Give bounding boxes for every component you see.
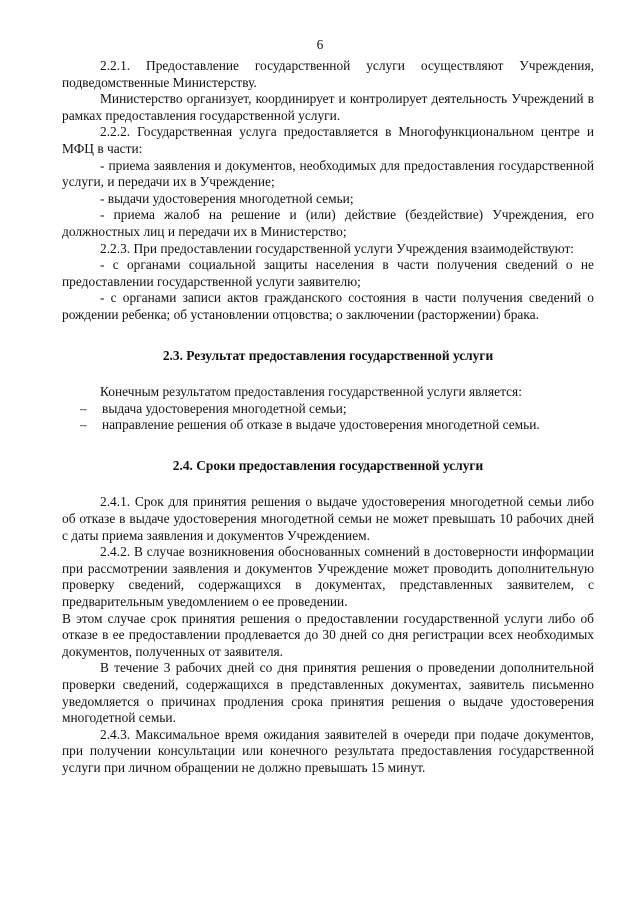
paragraph-2-2-1: 2.2.1. Предоставление государственной услуги осуществляют Учреждения, подведомственные Министерству. bbox=[62, 58, 594, 90]
paragraph-2-2-2: 2.2.2. Государственная услуга предоставляется в Многофункциональном центре и МФЦ в части: bbox=[62, 124, 594, 156]
paragraph-mfc-item-2: - выдачи удостоверения многодетной семьи; bbox=[100, 190, 354, 206]
list-item-text: выдача удостоверения многодетной семьи; bbox=[102, 400, 347, 416]
paragraph-extension: В этом случае срок принятия решения о предоставлении государственной услуги либо об отказе в ее предоставлении продлевается до 30 дней со дня регистрации всех необходимых документов, полученных от заявителя. bbox=[62, 610, 594, 659]
list-item bbox=[62, 417, 594, 434]
paragraph-2-2-3: 2.2.3. При предоставлении государственной услуги Учреждения взаимодействуют: bbox=[100, 240, 575, 256]
section-heading-2-3: 2.3. Результат предоставления государственной услуги bbox=[162, 347, 494, 363]
result-list bbox=[62, 401, 594, 434]
paragraph-2-4-2: 2.4.2. В случае возникновения обоснованных сомнений в достоверности информации при рассмотрении заявления и документов Учреждение может проводить дополнительную проверку сведений, содержащихся в документах, представленных заявителем, с предварительным уведомлением о ее проведении. bbox=[62, 544, 594, 610]
page-number: 6 bbox=[316, 37, 324, 52]
bullet-dash: – bbox=[80, 417, 87, 433]
bullet-dash: – bbox=[80, 400, 87, 416]
document-body bbox=[62, 58, 594, 777]
paragraph-interaction-item-2: - с органами записи актов гражданского состояния в части получения сведений о рождении ребенка; об установлении отцовства; о заключении (расторжении) брака. bbox=[62, 290, 594, 322]
section-heading-2-4: 2.4. Сроки предоставления государственной услуги bbox=[172, 457, 484, 473]
paragraph-2-4-3: 2.4.3. Максимальное время ожидания заявителей в очереди при подаче документов, при получении консультации или конечного результата предоставления государственной услуги при личном обращении не должно превышать 15 минут. bbox=[62, 726, 594, 775]
list-item-text: направление решения об отказе в выдаче удостоверения многодетной семьи. bbox=[102, 417, 540, 433]
paragraph-2-4-1: 2.4.1. Срок для принятия решения о выдаче удостоверения многодетной семьи либо об отказе в выдаче удостоверения многодетной семьи не может превышать 10 рабочих дней с даты приема заявления и документов Учреждением. bbox=[62, 494, 594, 543]
paragraph-mfc-item-1: - приема заявления и документов, необходимых для предоставления государственной услуги, и передачи их в Учреждение; bbox=[62, 157, 594, 190]
result-intro: Конечным результатом предоставления государственной услуги является: bbox=[100, 384, 522, 400]
list-item bbox=[62, 401, 594, 418]
paragraph-notification: В течение 3 рабочих дней со дня принятия решения о проведении дополнительной проверки сведений, содержащихся в представленных документах, заявитель письменно уведомляется о причинах продления срока принятия решения о выдаче удостоверения многодетной семьи. bbox=[62, 660, 594, 726]
paragraph-ministry-role: Министерство организует, координирует и контролирует деятельность Учреждений в рамках предоставления государственной услуги. bbox=[62, 91, 594, 123]
paragraph-interaction-item-1: - с органами социальной защиты населения в части получения сведений о не предоставлении государственной услуги заявителю; bbox=[62, 257, 594, 289]
paragraph-mfc-item-3: - приема жалоб на решение и (или) действие (бездействие) Учреждения, его должностных лиц и передачи их в Министерство; bbox=[62, 207, 594, 239]
